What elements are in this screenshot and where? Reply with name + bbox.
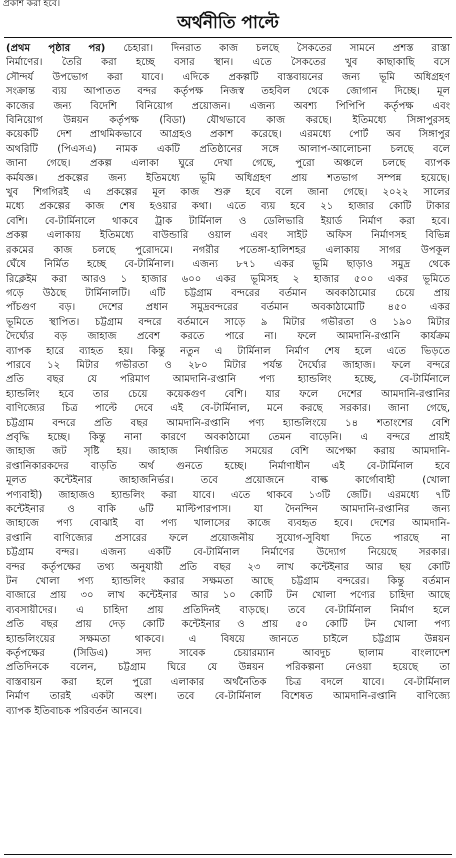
body-line-text: রপ্তানিকারকদের বাড়তি অর্থ গুনতে হচ্ছে। নির্মাণাধীন এই বে-টার্মিনাল হবে [6,460,450,472]
body-line [6,474,450,488]
body-line [6,200,450,214]
body-line [6,402,450,416]
body-line [6,42,450,56]
body-line-text: মূলত কন্টেইনার জাহাজনির্ভর। তবে প্রয়োজনে বাল্ক কার্গোবাহী (খোলা [6,475,450,487]
body-line-text: জাহাজ জট সৃষ্টি হয়। জাহাজ নির্ধারিত সময়ের বেশি অপেক্ষা করায় আমদানি- [6,446,450,458]
body-line-text: প্রবৃদ্ধি হচ্ছে। কিন্তু নানা কারণে অবকাঠামো তেমন বাড়েনি। এ বন্দরে প্রায়ই [6,431,450,443]
body-line [6,244,450,258]
body-line [6,417,450,431]
body-line-text: কয়েকটি দেশ প্রাথমিকভাবে আগ্রহও প্রকাশ করেছে। এরমধ্যে পোর্ট অব সিঙ্গাপুর [6,129,450,141]
body-line-text: বাস্তবায়ন করা হলে পুরো এলাকার অর্থনৈতিক চিত্র বদলে যাবে। বে-টার্মিনাল [6,676,450,688]
body-line [6,71,450,85]
body-line [6,532,450,546]
body-line [6,287,450,301]
body-line-text: অথরিটি (পিএসএ) নামক একটি প্রতিষ্ঠানের সঙ্গে আলাপ-আলোচনা চলছে বলে [6,143,450,155]
body-line-text: হ্যান্ডলিং হবে তার চেয়ে কয়েকগুণ বেশি। যার ফলে দেশের আমদানি-রপ্তানির [6,388,450,400]
body-line [6,589,450,603]
body-line [6,575,450,589]
body-line-text: সৌন্দর্য উপভোগ করা যাবে। এদিকে প্রকল্পটি বাস্তবায়নের জন্য ভূমি অধিগ্রহণ [6,71,450,83]
body-line-text: রিক্লেইম করা আরও ১ হাজার ৬০০ একর ভূমিসহ ২ হাজার ৫০০ একর ভূমিতে [6,273,450,285]
body-line [6,517,450,531]
body-line [6,143,450,157]
body-line-text: রপ্তানি বাণিজ্যের প্রসারের ফলে প্রয়োজনীয় সুযোগ-সুবিধা দিতে পারছে না [6,532,450,544]
body-line-text: বাজারে প্রায় ৩০ লাখ কন্টেইনার আর ১০ কোটি টন খোলা পণ্যের চাহিদা আছে [6,590,450,602]
body-line-text: চেহারা। দিনরাত কাজ চলছে সৈকতের সামনে প্রশস্ত রাস্তা [105,43,450,54]
body-line [6,561,450,575]
body-line [6,359,450,373]
body-line-text: হ্যান্ডলিংয়ের সক্ষমতা থাকবে। এ বিষয়ে জানতে চাইলে চট্টগ্রাম উন্নয়ন [6,633,450,645]
body-line [6,114,450,128]
body-line-text: বিনিয়োগ উন্নয়ন কর্তৃপক্ষ (বিডা) যৌথভাবে কাজ করছে। ইতিমধ্যে সিঙ্গাপুরসহ [6,115,450,127]
body-line [6,618,450,632]
body-line [6,345,450,359]
body-line-text: গড়ে উঠছে টার্মিনালটি। এটি চট্টগ্রাম বন্দরের বর্তমান অবকাঠামোর চেয়ে প্রায় [6,287,450,299]
body-line-text: প্রতি বছর প্রায় দেড় কোটি কন্টেইনার ও প্রায় ৫০ কোটি টন খোলা পণ্য [6,619,450,631]
body-line-text: পাঁচগুণ বড়। দেশের প্রধান সমুদ্রবন্দরের বর্তমান অবকাঠামোটি ৪৫০ একর [6,302,450,314]
continuation-tag: (প্রথম পৃষ্ঠার পর) [6,43,106,54]
body-line-text: নির্মাণের। তৈরি করা হচ্ছে বসার স্থান। এতে সৈকতের খুব কাছাকাছি বসে [6,57,450,69]
body-line-text: প্রতি বছর যে পরিমাণ আমদানি-রপ্তানি পণ্য হ্যান্ডলিং হচ্ছে, বে-টার্মিনালে [6,374,450,386]
body-line [6,633,450,647]
body-line [6,172,450,186]
body-line-text: বাণিজ্যের চিত্র পাল্টে দেবে এই বে-টার্মিনাল, মনে করছে সরকার। জানা গেছে, [6,403,450,415]
body-line-text: টন খোলা পণ্য হ্যান্ডলিং করার সক্ষমতা আছে চট্টগ্রাম বন্দরের। কিন্তু বর্তমান [6,576,450,588]
body-line [6,705,450,719]
body-line-text: দৈর্ঘ্যের বড় জাহাজ প্রবেশ করতে পারে না। ফলে আমদানি-রপ্তানি কার্যক্রম [6,331,450,343]
body-line-text: প্রকল্প এলাকায় ইতিমধ্যে বাউন্ডারি ওয়াল এবং সাইট অফিস নির্মাণসহ বিভিন্ন [6,230,450,242]
body-line [6,604,450,618]
body-line [6,316,450,330]
body-line [6,229,450,243]
body-line-text: পণ্যবাহী) জাহাজও হ্যান্ডলিং করা যাবে। এতে থাকবে ১৩টি জেটি। এরমধ্যে ৭টি [6,489,450,501]
body-line [6,546,450,560]
top-rule [4,37,452,38]
body-line-text: কন্টেইনার ও বাকি ৬টি মাল্টিপারপাস। যা দৈনন্দিন আমদানি-রপ্তানির জন্য [6,504,450,515]
body-line-text: ব্যবসায়ীদের। এ চাহিদা প্রায় প্রতিদিনই বাড়ছে। তবে বে-টার্মিনাল নির্মাণ হলে [6,604,450,616]
body-line-text: পারবে ১২ মিটার গভীরতা ও ২৮০ মিটার পর্যন্ত দৈর্ঘ্যের জাহাজ। ফলে বন্দরে [6,359,450,371]
previous-article-tail: প্রকাশ করা হবে। [3,0,61,8]
body-line-text: কর্তৃপক্ষের (সিডিএ) সদ্য সাবেক চেয়ারম্যান আবদুচ ছালাম বাংলাদেশ [6,648,450,660]
body-line [6,661,450,675]
body-line [6,186,450,200]
body-line [6,676,450,690]
body-line-text: চট্টগ্রাম বন্দরে প্রতি বছর আমদানি-রপ্তানি পণ্য হ্যান্ডলিংয়ে ১৪ শতাংশের বেশি [6,417,450,429]
body-line [6,215,450,229]
body-line [6,503,450,517]
body-line-text: জানা গেছে। প্রকল্প এলাকা ঘুরে দেখা গেছে, পুরো অঞ্চলে চলছে ব্যাপক [6,158,450,170]
article-headline: অর্থনীতি পাল্টে [177,13,279,33]
body-line-text: বেশি। বে-টার্মিনালে থাকবে ট্রাক টার্মিনাল ও ডেলিভারি ইয়ার্ড নির্মাণ করা হবে। [6,215,450,227]
body-line [6,301,450,315]
body-line-text: কর্মযজ্ঞ। প্রকল্পের জন্য ইতিমধ্যে ভূমি অধিগ্রহণ প্রায় শতভাগ সম্পন্ন হয়েছে। [6,172,450,184]
body-line-text: জাহাজে পণ্য বোঝাই বা পণ্য খালাসের কাজে ব্যবহৃত হবে। দেশের আমদানি- [6,518,450,530]
body-line [6,431,450,445]
body-line-text: মধ্যে প্রকল্পের কাজ শেষ হওয়ার কথা। এতে ব্যয় হবে ২১ হাজার কোটি টাকার [6,201,450,213]
body-line-text: সংক্রান্ত ব্যয় আপাতত বন্দর কর্তৃপক্ষ নিজস্ব তহবিল থেকে জোগান দিচ্ছে। মূল [6,86,450,98]
body-line [6,489,450,503]
body-line-text: বন্দর কর্তৃপক্ষের তথ্য অনুযায়ী প্রতি বছর ২৩ লাখ কন্টেইনার আর ছয় কোটি [6,561,450,573]
body-line-text: ব্যাপক ইতিবাচক পরিবর্তন আনবে। [6,705,143,717]
body-line [6,258,450,272]
body-line-text: খুব শিগগিরই এ প্রকল্পের মূল কাজ শুরু হবে বলে জানা গেছে। ২০২২ সালের [6,187,450,199]
body-line-text: চট্টগ্রাম বন্দর। এজন্য একটি বে-টার্মিনাল নির্মাণের উদ্যোগ নিয়েছে সরকার। [6,547,450,559]
body-line [6,690,450,704]
bottom-rule [4,854,452,855]
body-line [6,330,450,344]
body-line [6,647,450,661]
body-line-text: প্রতিদিনকে বলেন, চট্টগ্রাম ঘিরে যে উন্নয়ন পরিকল্পনা নেওয়া হয়েছে তা [6,662,450,674]
body-line [6,460,450,474]
body-line [6,373,450,387]
body-line-text: ব্যাপক হারে ব্যাহত হয়। কিন্তু নতুন এ টার্মিনাল নির্মাণ শেষ হলে এতে ভিড়তে [6,345,450,357]
article-body [6,42,450,719]
body-line-text: ঘেঁষে নির্মিত হচ্ছে বে-টার্মিনাল। এজন্য ৮৭১ একর ভূমি ছাড়াও সমুদ্র থেকে [6,259,450,271]
body-line [6,56,450,70]
body-line [6,100,450,114]
body-line-text: কাজের জন্য বিদেশি বিনিয়োগ প্রয়োজন। এজন্য অবশ্য পিপিপি কর্তৃপক্ষ এবং [6,100,450,112]
body-line-text: রকমের কাজ চলছে পুরোদমে। নগরীর পতেঙ্গা-হালিশহর এলাকায় সাগর উপকূল [6,244,450,256]
body-line [6,128,450,142]
body-line [6,85,450,99]
body-line [6,388,450,402]
body-line-text: ভূমিতে স্থাপিত। চট্টগ্রাম বন্দরে বর্তমানে সাড়ে ৯ মিটার গভীরতা ও ১৯০ মিটার [6,316,450,328]
body-line [6,273,450,287]
body-line [6,157,450,171]
body-line [6,445,450,459]
body-line-text: নির্মাণ তারই একটা অংশ। তবে বে-টার্মিনাল বিশেষত আমদানি-রপ্তানি বাণিজ্যে [6,691,450,703]
